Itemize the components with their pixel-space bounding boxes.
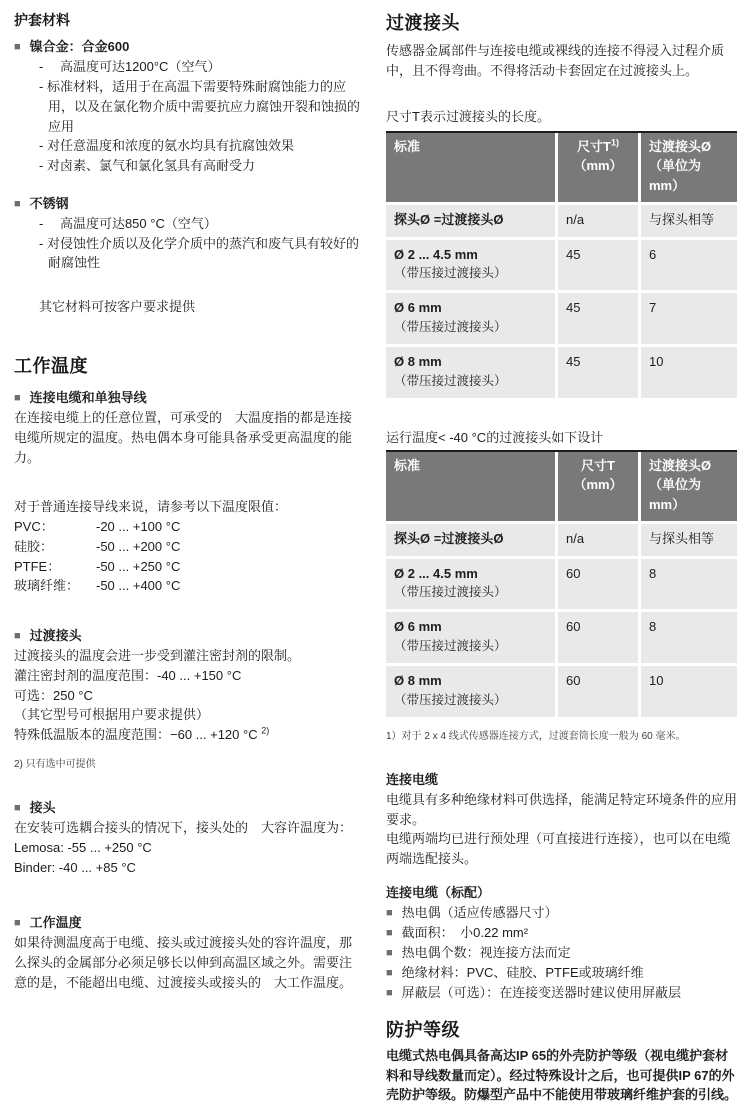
temp-limit-row [14,517,362,537]
transition-special-line: 特殊低温版本的温度范围：−60 ... +120 °C $^{2)}$ [14,725,270,743]
left-column [14,10,362,1105]
diameter-cell: 10 [641,347,737,398]
dimension-cell: n/a [558,524,638,556]
temp-limit-row [14,557,362,577]
table-row [386,524,737,556]
list-item: - 高温度可达850 °C（空气） [39,215,217,231]
material-name: PVC： [14,519,54,535]
footnote-2: 2) 只有选中可提供 [14,758,96,770]
temp-limit-row [14,537,362,557]
standard-cell: 探头Ø =过渡接头Ø [386,205,555,237]
bullet-square-icon: ■ [14,392,21,405]
list-item: - 标准材料，适用于在高温下需要特殊耐腐蚀能力的应用，以及在氯化物介质中需要抗应力腐蚀开裂和蚀损的应用 [39,79,361,134]
list-item: - 对任意温度和浓度的氨水均具有抗腐蚀效果 [39,138,294,154]
stainless-steel-items [39,214,362,273]
bullet-square-icon: ■ [386,906,393,919]
material-name: PTFE： [14,558,61,574]
footnote-ref: 1) [610,137,619,148]
cable-wire-label: 连接电缆和单独导线 [29,390,147,406]
cable-bullet-text: 热电偶（适应传感器尺寸） [401,904,558,920]
dimension-cell: 60 [558,559,638,610]
bullet-square-icon: ■ [386,926,393,939]
dimension-cell: 45 [558,347,638,398]
table-row [386,559,737,610]
footnote-1: 1）对于 2 x 4 线式传感器连接方式，过渡套筒长度一般为 60 毫米。 [386,730,686,742]
right-column [386,10,737,1105]
nickel-alloy-label: 镍合金：合金600 [29,39,130,55]
temp-range: -50 ... +250 °C [96,558,181,574]
dimension-cell: 60 [558,612,638,663]
standard-cell: Ø 6 mm （带压接过渡接头） [386,612,555,663]
dimension-cell: 60 [558,666,638,717]
temp-range: -20 ... +100 °C [96,519,181,535]
bullet-square-icon: ■ [386,986,393,999]
table-row [386,666,737,717]
diameter-cell: 与探头相等 [641,524,737,556]
standard-cell: Ø 2 ... 4.5 mm （带压接过渡接头） [386,559,555,610]
standard-cell: 探头Ø =过渡接头Ø [386,524,555,556]
cable-para-2: 电缆两端均已进行预处理（可直接进行连接），也可以在电缆两端选配接头。 [386,831,731,867]
transition-joint-label: 过渡接头 [29,628,82,644]
material-name: 玻璃纤维： [14,578,80,594]
transition-joint-table-1 [386,131,737,398]
transition-line: 过渡接头的温度会进一步受到灌注密封剂的限制。 [14,648,301,664]
list-item: - 对卤素、氯气和氯化氢具有高耐受力 [39,158,255,174]
bullet-square-icon: ■ [14,917,21,930]
temp-range: -50 ... +400 °C [96,578,181,594]
temp-limits-intro: 对于普通连接导线来说，请参考以下温度限值： [14,499,288,515]
dimension-note: 尺寸T表示过渡接头的长度。 [386,108,550,124]
protection-rating-text: 电缆式热电偶具备高达IP 65的外壳防护等级（视电缆护套材料和导线数量而定）。经过特殊设计之后，也可提供IP 67的外壳防护等级。防爆型产品中不能使用带玻璃纤维护套的引线。 [386,1047,738,1103]
sheath-material-title: 护套材料 [14,12,70,28]
cable-bullet-text: 热电偶个数：视连接方法而定 [401,944,571,960]
diameter-cell: 8 [641,559,737,610]
working-temp-label: 工作温度 [29,915,82,931]
nickel-alloy-bullet [14,37,362,57]
material-name: 硅胶： [14,538,54,554]
bullet-square-icon: ■ [386,966,393,979]
cable-bullet [386,983,737,1003]
header-dimension-t: 尺寸T （mm） [558,452,638,521]
transition-line: 灌注密封剂的温度范围：-40 ... +150 °C [14,667,242,683]
header-joint-diameter: 过渡接头Ø （单位为mm） [641,133,737,202]
cable-bullet [386,963,737,983]
table-row [386,205,737,237]
transition-joint-table-2 [386,450,737,717]
table-row [386,293,737,344]
connect-cable-title: 连接电缆 [386,772,439,788]
stainless-steel-bullet [14,194,362,214]
diameter-cell: 10 [641,666,737,717]
connector-label: 接头 [29,800,56,816]
header-joint-diameter: 过渡接头Ø （单位为mm） [641,452,737,521]
cable-bullet-text: 绝缘材料：PVC、硅胶、PTFE或玻璃纤维 [401,964,644,980]
cable-wire-text: 在连接电缆上的任意位置，可承受的 大温度指的都是连接电缆所规定的温度。热电偶本身可能具备承受更高温度的能力。 [14,410,353,465]
cable-standard-title: 连接电缆（标配） [386,884,491,900]
stainless-steel-label: 不锈钢 [29,195,69,211]
diameter-cell: 6 [641,240,737,291]
low-temp-design-note: 运行温度< -40 °C的过渡接头如下设计 [386,429,604,445]
list-item: - 对侵蚀性介质以及化学介质中的蒸汽和废气具有较好的耐腐蚀性 [39,235,359,271]
transition-joint-bullet [14,626,362,646]
connector-intro: 在安装可选耦合接头的情况下，接头处的 大容许温度为： [14,820,353,836]
dimension-cell: n/a [558,205,638,237]
cable-bullet-text: 截面积： 小0.22 mm² [401,924,529,940]
cable-para-1: 电缆具有多种绝缘材料可供选择，能满足特定环境条件的应用要求。 [386,791,738,827]
header-dimension-t: 尺寸$T^{1)}$ （mm） [558,133,638,202]
transition-head-intro: 传感器金属部件与连接电缆或裸线的连接不得浸入过程介质中，且不得弯曲。不得将活动卡套固定在过渡接头上。 [386,43,725,79]
table-row [386,240,737,291]
cable-bullet [386,923,737,943]
connector-line: Lemosa: -55 ... +250 °C [14,839,152,855]
other-materials-note: 其它材料可按客户要求提供 [39,299,196,315]
protection-rating-title: 防护等级 [386,1019,460,1040]
working-temp-text: 如果待测温度高于电缆、接头或过渡接头处的容许温度，那么探头的金属部分必须足够长以伸到高温区域之外。需要注意的是，不能超出电缆、过渡接头或接头的 大工作温度。 [14,935,353,990]
dimension-cell: 45 [558,240,638,291]
nickel-alloy-items [39,57,362,176]
list-item: - 高温度可达1200°C（空气） [39,59,221,75]
bullet-square-icon: ■ [386,946,393,959]
working-temp-bullet [14,913,362,933]
transition-head-title: 过渡接头 [386,13,460,33]
transition-line: （其它型号可根据用户要求提供） [14,707,210,723]
connector-line: Binder: -40 ... +85 °C [14,859,136,875]
standard-cell: Ø 6 mm （带压接过渡接头） [386,293,555,344]
header-standard: 标准 [386,452,555,521]
table-header-row [386,133,737,202]
standard-cell: Ø 2 ... 4.5 mm （带压接过渡接头） [386,240,555,291]
temp-limit-row [14,576,362,596]
diameter-cell: 8 [641,612,737,663]
bullet-square-icon: ■ [14,802,21,815]
transition-line: 可选：250 °C [14,687,93,703]
cable-bullet [386,903,737,923]
table-row [386,347,737,398]
standard-cell: Ø 8 mm （带压接过渡接头） [386,347,555,398]
header-standard: 标准 [386,133,555,202]
bullet-square-icon: ■ [14,630,21,643]
cable-wire-bullet [14,388,362,408]
cable-bullet [386,943,737,963]
footnote-ref: 2) [261,725,270,736]
standard-cell: Ø 8 mm （带压接过渡接头） [386,666,555,717]
diameter-cell: 与探头相等 [641,205,737,237]
bullet-square-icon: ■ [14,197,21,210]
diameter-cell: 7 [641,293,737,344]
cable-bullet-text: 屏蔽层（可选）：在连接变送器时建议使用屏蔽层 [401,984,682,1000]
dimension-cell: 45 [558,293,638,344]
table-row [386,612,737,663]
bullet-square-icon: ■ [14,41,21,54]
operating-temp-title: 工作温度 [14,355,88,376]
table-header-row [386,452,737,521]
connector-bullet [14,798,362,818]
temp-range: -50 ... +200 °C [96,538,181,554]
